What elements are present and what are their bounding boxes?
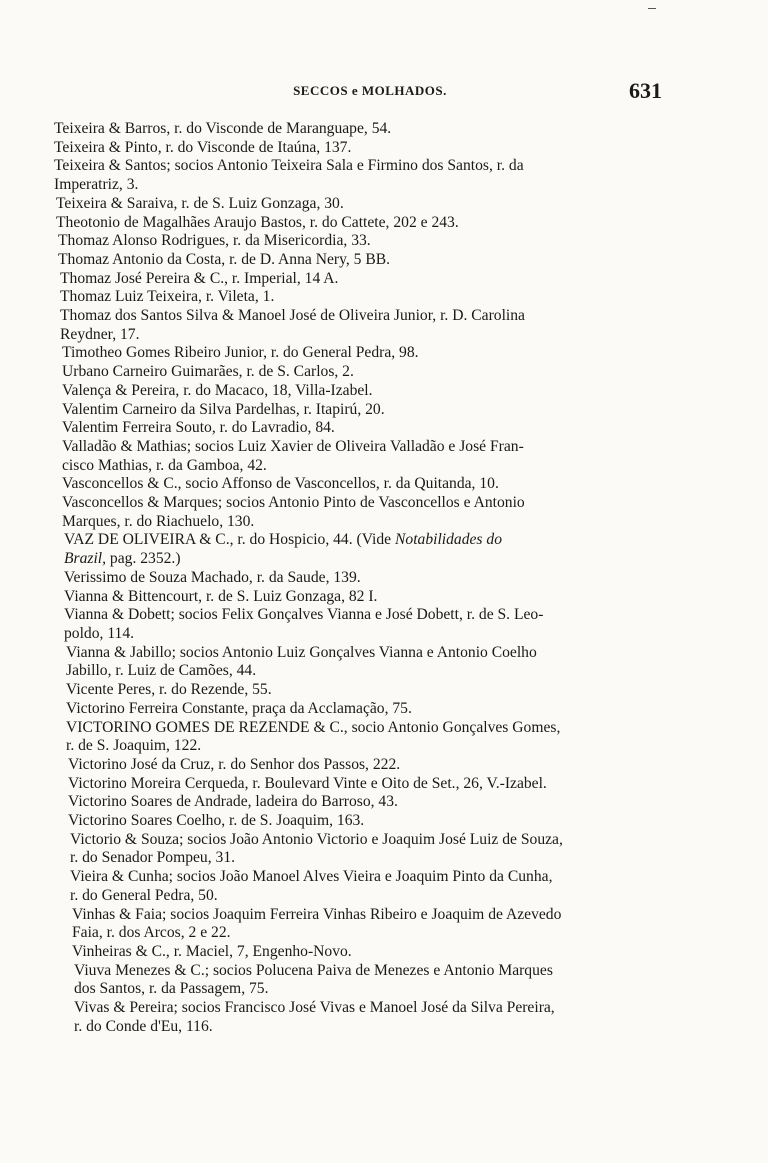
list-item: VAZ DE OLIVEIRA & C., r. do Hospicio, 44. (Vide Notabilidades do Brazil, pag. 2352.) (64, 531, 502, 568)
list-item: Thomaz Luiz Teixeira, r. Vileta, 1. (60, 288, 275, 306)
list-item: Teixeira & Pinto, r. do Visconde de Itaúna, 137. (54, 138, 352, 156)
list-item: Timotheo Gomes Ribeiro Junior, r. do General Pedra, 98. (62, 344, 419, 362)
list-item: Thomaz dos Santos Silva & Manoel José de Oliveira Junior, r. D. Carolina Reydner, 17. (60, 307, 525, 343)
list-item: Verissimo de Souza Machado, r. da Saude, 139. (64, 568, 361, 586)
list-item: Teixeira & Barros, r. do Visconde de Maranguape, 54. (54, 120, 392, 137)
list-item: Victorino Soares de Andrade, ladeira do Barroso, 43. (68, 793, 398, 811)
list-item: Vieira & Cunha; socios João Manoel Alves Vieira e Joaquim Pinto da Cunha, r. do General Pedra, 50. (70, 868, 553, 904)
running-title: SECCOS e MOLHADOS. (293, 83, 447, 98)
list-item: Teixeira & Saraiva, r. de S. Luiz Gonzaga, 30. (56, 194, 344, 212)
list-item: Urbano Carneiro Guimarães, r. de S. Carlos, 2. (62, 363, 354, 381)
list-item: VICTORINO GOMES DE REZENDE & C., socio Antonio Gonçalves Gomes, r. de S. Joaquim, 122. (66, 718, 561, 755)
list-item: Vianna & Dobett; socios Felix Gonçalves Vianna e José Dobett, r. de S. Leo- poldo, 114. (64, 606, 544, 642)
list-item: Vianna & Jabillo; socios Antonio Luiz Gonçalves Vianna e Antonio Coelho Jabillo, r. Luiz de Camões, 44. (66, 643, 537, 680)
list-item: Victorino Soares Coelho, r. de S. Joaquim, 163. (68, 812, 365, 830)
list-item: Valentim Carneiro da Silva Pardelhas, r. Itapirú, 20. (62, 400, 385, 418)
list-item: Vicente Peres, r. do Rezende, 55. (66, 681, 272, 699)
list-item: Thomaz Antonio da Costa, r. de D. Anna Nery, 5 BB. (58, 250, 391, 268)
list-item: Vinhas & Faia; socios Joaquim Ferreira Vinhas Ribeiro e Joaquim de Azevedo Faia, r. dos Arcos, 2 e 22. (72, 905, 562, 942)
list-item: Vivas & Pereira; socios Francisco José Vivas e Manoel José da Silva Pereira, r. do Conde d'Eu, 116. (74, 999, 555, 1035)
list-item: Theotonio de Magalhães Araujo Bastos, r. do Cattete, 202 e 243. (56, 213, 459, 231)
list-item: Vasconcellos & C., socio Affonso de Vasconcellos, r. da Quitanda, 10. (62, 475, 499, 493)
list-item: Victorino José da Cruz, r. do Senhor dos Passos, 222. (68, 755, 401, 773)
list-item: Vianna & Bittencourt, r. de S. Luiz Gonzaga, 82 I. (64, 587, 378, 605)
list-item: Thomaz José Pereira & C., r. Imperial, 14 A. (60, 269, 339, 287)
list-item: Victorino Moreira Cerqueda, r. Boulevard Vinte e Oito de Set., 26, V.-Izabel. (68, 774, 547, 792)
directory-list (0, 120, 768, 1036)
list-item: Thomaz Alonso Rodrigues, r. da Misericordia, 33. (58, 232, 371, 250)
scan-mark (648, 8, 656, 9)
list-item: Victorino Ferreira Constante, praça da Acclamação, 75. (66, 699, 412, 717)
list-item: Vasconcellos & Marques; socios Antonio Pinto de Vasconcellos e Antonio Marques, r. do Riachuelo, 130. (62, 494, 525, 530)
list-item: Victorio & Souza; socios João Antonio Victorio e Joaquim José Luiz de Souza, r. do Senador Pompeu, 31. (70, 830, 563, 867)
list-item: Vinheiras & C., r. Maciel, 7, Engenho-Novo. (72, 942, 352, 960)
page-header (0, 78, 768, 104)
list-item: Valença & Pereira, r. do Macaco, 18, Villa-Izabel. (62, 381, 373, 399)
list-item: Teixeira & Santos; socios Antonio Teixeira Sala e Firmino dos Santos, r. da Imperatriz, 3. (54, 157, 524, 194)
list-item: Valladão & Mathias; socios Luiz Xavier de Oliveira Valladão e José Fran- cisco Mathias, r. da Gamboa, 42. (62, 437, 524, 474)
list-item: Viuva Menezes & C.; socios Polucena Paiva de Menezes e Antonio Marques dos Santos, r. da Passagem, 75. (74, 961, 553, 998)
list-item: Valentim Ferreira Souto, r. do Lavradio, 84. (62, 419, 335, 437)
page-number: 631 (629, 78, 662, 103)
